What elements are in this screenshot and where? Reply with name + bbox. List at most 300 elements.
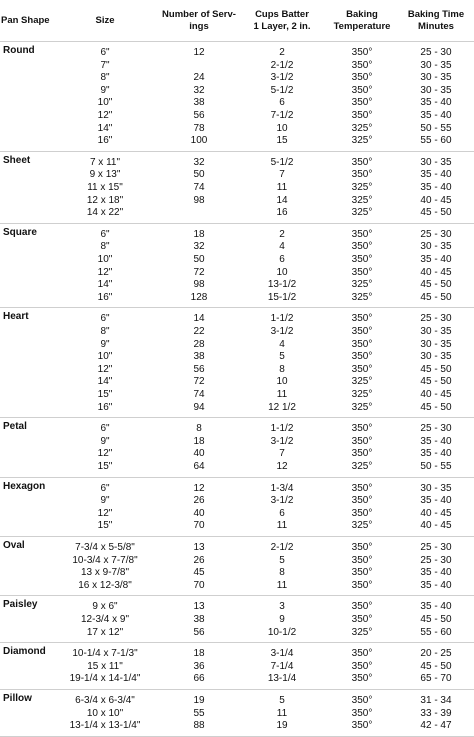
- cell-servings: 26: [193, 554, 205, 566]
- cell-cups-batter: 4: [279, 338, 285, 350]
- cell-servings: 98: [193, 279, 205, 291]
- pan-group-heart: [0, 308, 474, 418]
- cell-time: 25 - 30: [420, 47, 452, 58]
- cell-size: 12": [97, 266, 113, 278]
- cell-time: 31 - 34: [420, 695, 452, 706]
- table-row: [0, 97, 474, 109]
- cell-time: 65 - 70: [420, 673, 452, 685]
- cell-servings: 66: [193, 673, 205, 685]
- table-row: [0, 448, 474, 460]
- cell-time: 50 - 55: [420, 122, 452, 134]
- cell-time: 35 - 40: [420, 169, 452, 181]
- cell-size: 15": [97, 520, 113, 532]
- cell-servings: 28: [193, 338, 205, 350]
- table-row: [0, 495, 474, 507]
- cell-cups-batter: 7-1/4: [270, 660, 294, 672]
- pan-group-paisley: [0, 596, 474, 643]
- cell-servings: 40: [193, 448, 205, 460]
- cell-time: 35 - 40: [420, 579, 452, 591]
- cell-size: 9": [100, 495, 110, 507]
- cell-size: 9 x 6": [92, 601, 118, 613]
- cell-size: 8": [100, 241, 110, 253]
- cell-temperature: 350°: [351, 47, 373, 58]
- cell-time: 25 - 30: [420, 423, 452, 435]
- cell-cups-batter: 1-3/4: [270, 482, 294, 494]
- table-row: [0, 351, 474, 363]
- cell-time: 45 - 50: [420, 376, 452, 388]
- cell-time: 40 - 45: [420, 266, 452, 278]
- cell-time: 30 - 35: [420, 59, 452, 71]
- cell-cups-batter: 7: [279, 169, 285, 181]
- table-row: [0, 110, 474, 122]
- header-cups-batter: Cups Batter 1 Layer, 2 in.: [253, 9, 311, 32]
- table-row: [0, 279, 474, 291]
- cell-servings: 50: [193, 169, 205, 181]
- cell-size: 14": [97, 122, 113, 134]
- cell-time: 45 - 50: [420, 291, 452, 303]
- cell-cups-batter: 11: [276, 388, 288, 400]
- cell-cups-batter: 1-1/2: [270, 423, 294, 435]
- pan-shape-label: Diamond: [3, 646, 46, 658]
- cell-cups-batter: 13-1/4: [267, 673, 297, 685]
- cell-cups-batter: 9: [279, 613, 285, 625]
- cell-size: 6": [100, 47, 110, 58]
- table-row: [0, 508, 474, 520]
- cell-temperature: 350°: [351, 97, 373, 109]
- table-row: [0, 313, 474, 325]
- cell-servings: 70: [193, 579, 205, 591]
- cell-size: 6-3/4 x 6-3/4": [75, 695, 135, 706]
- cell-servings: 18: [193, 228, 205, 240]
- table-row: [0, 72, 474, 84]
- cell-servings: 40: [193, 507, 205, 519]
- cell-servings: 19: [193, 695, 205, 706]
- cell-cups-batter: 12 1/2: [268, 401, 296, 413]
- cell-temperature: 325°: [351, 135, 373, 147]
- cell-cups-batter: 11: [276, 707, 288, 719]
- cell-time: 45 - 50: [420, 613, 452, 625]
- cell-servings: 72: [193, 376, 205, 388]
- cell-servings: 55: [193, 707, 205, 719]
- cell-servings: 88: [193, 720, 205, 732]
- cell-size: 12-3/4 x 9": [80, 613, 130, 625]
- cell-time: 35 - 40: [420, 435, 452, 447]
- cell-time: 50 - 55: [420, 460, 452, 472]
- cell-size: 13-1/4 x 13-1/4": [69, 720, 141, 732]
- cell-time: 20 - 25: [420, 648, 452, 660]
- cell-servings: 50: [193, 253, 205, 265]
- cell-temperature: 350°: [351, 351, 373, 363]
- cell-temperature: 350°: [351, 59, 373, 71]
- table-row: [0, 423, 474, 435]
- cell-time: 45 - 50: [420, 363, 452, 375]
- header-servings: Number of Serv- ings: [162, 9, 236, 32]
- cell-temperature: 350°: [351, 84, 373, 96]
- cell-time: 30 - 35: [420, 84, 452, 96]
- cell-servings: 18: [193, 435, 205, 447]
- cell-size: 12": [97, 507, 113, 519]
- cell-size: 9": [100, 435, 110, 447]
- cell-temperature: 350°: [351, 554, 373, 566]
- cell-cups-batter: 5: [279, 554, 285, 566]
- table-row: [0, 695, 474, 707]
- cell-size: 12": [97, 110, 113, 121]
- table-row: [0, 436, 474, 448]
- cell-time: 40 - 45: [420, 194, 452, 206]
- cell-size: 10-1/4 x 7-1/3": [72, 648, 138, 660]
- table-row: [0, 480, 474, 495]
- cell-cups-batter: 5-1/2: [270, 84, 294, 96]
- cell-temperature: 350°: [351, 495, 373, 507]
- cell-time: 35 - 40: [420, 601, 452, 613]
- cell-temperature: 350°: [351, 613, 373, 625]
- cell-servings: 18: [193, 648, 205, 660]
- cell-cups-batter: 1-1/2: [270, 313, 294, 325]
- table-row: [0, 555, 474, 567]
- header-baking-time: Baking Time Minutes: [407, 9, 465, 32]
- cell-size: 8": [100, 72, 110, 84]
- pan-shape-label: Oval: [3, 540, 25, 551]
- cell-temperature: 325°: [351, 626, 373, 638]
- cell-size: 15": [97, 460, 113, 472]
- cell-temperature: 350°: [351, 579, 373, 591]
- cell-cups-batter: 8: [279, 567, 285, 579]
- cell-temperature: 350°: [351, 363, 373, 375]
- cell-temperature: 350°: [351, 241, 373, 253]
- cell-cups-batter: 4: [279, 241, 285, 253]
- table-row: [0, 169, 474, 181]
- table-row: [0, 241, 474, 253]
- table-row: [0, 376, 474, 388]
- cell-time: 25 - 30: [420, 542, 452, 553]
- cell-size: 15": [97, 388, 113, 400]
- cell-time: 40 - 45: [420, 388, 452, 400]
- cell-size: 10": [97, 351, 113, 363]
- cell-temperature: 350°: [351, 253, 373, 265]
- cell-size: 10": [97, 253, 113, 265]
- pan-group-sheet: [0, 152, 474, 224]
- cell-temperature: 350°: [351, 423, 373, 435]
- cell-time: 35 - 40: [420, 495, 452, 507]
- table-row: [0, 542, 474, 554]
- cell-time: 55 - 60: [420, 626, 452, 638]
- pan-shape-label: Square: [3, 226, 37, 238]
- cell-size: 10": [97, 97, 113, 109]
- pan-group-round: [0, 42, 474, 152]
- cell-size: 15 x 11": [87, 660, 123, 672]
- cell-size: 14": [97, 376, 113, 388]
- cell-time: 25 - 30: [420, 554, 452, 566]
- cell-time: 33 - 39: [420, 707, 452, 719]
- cell-temperature: 350°: [351, 542, 373, 553]
- cell-size: 6": [100, 482, 110, 494]
- table-row: [0, 708, 474, 720]
- cell-time: 30 - 35: [420, 72, 452, 84]
- table-row: [0, 154, 474, 169]
- cell-size: 8": [100, 325, 110, 337]
- cell-size: 19-1/4 x 14-1/4": [69, 673, 141, 685]
- header-size: Size: [95, 15, 115, 26]
- cell-cups-batter: 19: [276, 720, 288, 732]
- cell-cups-batter: 11: [276, 579, 288, 591]
- cell-time: 55 - 60: [420, 135, 452, 147]
- cell-time: 30 - 35: [420, 156, 452, 168]
- cell-size: 13 x 9-7/8": [80, 567, 130, 579]
- cell-temperature: 350°: [351, 313, 373, 325]
- cell-cups-batter: 5-1/2: [270, 156, 294, 168]
- cell-temperature: 350°: [351, 660, 373, 672]
- cell-temperature: 325°: [351, 401, 373, 413]
- cell-servings: 26: [193, 495, 205, 507]
- cell-servings: 22: [193, 325, 205, 337]
- cell-cups-batter: 2-1/2: [270, 542, 294, 553]
- cell-servings: 38: [193, 351, 205, 363]
- cell-cups-batter: 3-1/4: [270, 648, 294, 660]
- cell-servings: 32: [193, 156, 205, 168]
- table-row: [0, 627, 474, 639]
- cell-temperature: 350°: [351, 567, 373, 579]
- cell-temperature: 325°: [351, 388, 373, 400]
- cell-time: 35 - 40: [420, 181, 452, 193]
- table-row: [0, 661, 474, 673]
- table-row: [0, 673, 474, 685]
- table-row: [0, 267, 474, 279]
- table-row: [0, 520, 474, 532]
- table-row: [0, 402, 474, 414]
- cell-temperature: 325°: [351, 122, 373, 134]
- cell-time: 30 - 35: [420, 325, 452, 337]
- cell-size: 12": [97, 363, 113, 375]
- cell-temperature: 325°: [351, 279, 373, 291]
- cell-temperature: 350°: [351, 507, 373, 519]
- cell-time: 35 - 40: [420, 97, 452, 109]
- cell-temperature: 325°: [351, 207, 373, 219]
- cell-servings: 72: [193, 266, 205, 278]
- cell-cups-batter: 6: [279, 253, 285, 265]
- table-row: [0, 182, 474, 194]
- cell-cups-batter: 3-1/2: [270, 495, 294, 507]
- cell-time: 35 - 40: [420, 253, 452, 265]
- pan-group-diamond: [0, 643, 474, 690]
- pan-shape-label: Heart: [3, 311, 29, 323]
- cell-cups-batter: 7: [279, 448, 285, 460]
- cell-temperature: 350°: [351, 228, 373, 240]
- cell-temperature: 350°: [351, 673, 373, 685]
- cell-cups-batter: 14: [276, 194, 288, 206]
- cell-servings: 24: [193, 72, 205, 84]
- cell-servings: 70: [193, 520, 205, 532]
- cell-size: 6": [100, 228, 110, 240]
- cell-cups-batter: 10-1/2: [267, 626, 297, 638]
- cell-servings: 64: [193, 460, 205, 472]
- pan-group-oval: [0, 537, 474, 596]
- table-row: [0, 254, 474, 266]
- pan-shape-label: Pillow: [3, 693, 32, 704]
- table-row: [0, 614, 474, 626]
- table-row: [0, 123, 474, 135]
- cell-size: 16": [97, 135, 113, 147]
- cell-cups-batter: 2: [279, 228, 285, 240]
- cell-temperature: 350°: [351, 156, 373, 168]
- cell-size: 7 x 11": [89, 156, 121, 168]
- cell-servings: 56: [193, 110, 205, 121]
- cell-size: 9 x 13": [89, 169, 121, 181]
- cell-temperature: 350°: [351, 448, 373, 460]
- cell-temperature: 350°: [351, 648, 373, 660]
- cell-time: 30 - 35: [420, 482, 452, 494]
- table-row: [0, 648, 474, 660]
- cell-temperature: 350°: [351, 110, 373, 121]
- cell-size: 7-3/4 x 5-5/8": [75, 542, 135, 553]
- table-row: [0, 389, 474, 401]
- cell-cups-batter: 8: [279, 363, 285, 375]
- cell-time: 25 - 30: [420, 228, 452, 240]
- pan-shape-label: Hexagon: [3, 480, 46, 492]
- pan-shape-label: Sheet: [3, 154, 31, 166]
- pan-shape-label: Petal: [3, 421, 27, 433]
- cell-servings: 32: [193, 241, 205, 253]
- cell-cups-batter: 6: [279, 507, 285, 519]
- cell-cups-batter: 2: [279, 47, 285, 58]
- cell-time: 35 - 40: [420, 110, 452, 121]
- pan-group-petal: [0, 418, 474, 477]
- cell-size: 6": [100, 313, 110, 325]
- cell-servings: 128: [190, 291, 208, 303]
- cell-size: 9": [100, 338, 110, 350]
- cell-servings: 94: [193, 401, 205, 413]
- cell-size: 10 x 10": [86, 707, 124, 719]
- cell-size: 10-3/4 x 7-7/8": [72, 554, 138, 566]
- cell-temperature: 350°: [351, 169, 373, 181]
- cell-servings: 13: [193, 601, 205, 613]
- table-row: [0, 85, 474, 97]
- table-row: [0, 60, 474, 72]
- cell-temperature: 325°: [351, 291, 373, 303]
- cell-cups-batter: 13-1/2: [267, 279, 297, 291]
- cell-temperature: 325°: [351, 194, 373, 206]
- cell-size: 14 x 22": [86, 207, 124, 219]
- cell-size: 12 x 18": [86, 194, 124, 206]
- cell-size: 16": [97, 401, 113, 413]
- cell-size: 14": [97, 279, 113, 291]
- cell-servings: 13: [193, 542, 205, 553]
- table-row: [0, 580, 474, 592]
- cell-temperature: 350°: [351, 266, 373, 278]
- cell-size: 16 x 12-3/8": [78, 579, 132, 591]
- cell-servings: 78: [193, 122, 205, 134]
- cell-cups-batter: 7-1/2: [270, 110, 294, 121]
- table-row: [0, 720, 474, 732]
- cell-size: 11 x 15": [87, 181, 123, 193]
- cell-time: 45 - 50: [420, 401, 452, 413]
- cell-temperature: 350°: [351, 482, 373, 494]
- cell-time: 30 - 35: [420, 338, 452, 350]
- table-row: [0, 207, 474, 219]
- pan-group-pillow: [0, 690, 474, 737]
- cell-servings: 100: [190, 135, 208, 147]
- cell-cups-batter: 5: [279, 351, 285, 363]
- cell-servings: [160, 207, 238, 219]
- cell-size: 6": [100, 423, 110, 435]
- cell-servings: 36: [193, 660, 205, 672]
- cell-servings: 12: [193, 482, 205, 494]
- cell-servings: 32: [193, 84, 205, 96]
- pan-shape-label: Round: [3, 45, 35, 56]
- pan-shape-label: Paisley: [3, 599, 38, 611]
- cell-time: 40 - 45: [420, 507, 452, 519]
- cell-servings: 8: [196, 423, 202, 435]
- cell-temperature: 350°: [351, 435, 373, 447]
- table-row: [0, 226, 474, 241]
- cell-cups-batter: 6: [279, 97, 285, 109]
- cell-servings: 38: [193, 97, 205, 109]
- cell-cups-batter: 16: [276, 207, 288, 219]
- cell-cups-batter: 10: [276, 122, 288, 134]
- pan-group-hexagon: [0, 478, 474, 537]
- cell-cups-batter: 10: [276, 266, 288, 278]
- table-row: [0, 292, 474, 304]
- cell-size: 17 x 12": [86, 626, 124, 638]
- cell-time: 30 - 35: [420, 351, 452, 363]
- cell-temperature: 350°: [351, 601, 373, 613]
- cell-temperature: 350°: [351, 695, 373, 706]
- table-row: [0, 195, 474, 207]
- cell-temperature: 325°: [351, 520, 373, 532]
- cell-cups-batter: 10: [276, 376, 288, 388]
- cell-temperature: 325°: [351, 376, 373, 388]
- cell-cups-batter: 15: [276, 135, 288, 147]
- cell-servings: 45: [193, 567, 205, 579]
- cell-cups-batter: 3-1/2: [270, 435, 294, 447]
- cell-size: 9": [100, 84, 110, 96]
- cell-temperature: 350°: [351, 72, 373, 84]
- cell-time: 45 - 50: [420, 660, 452, 672]
- cell-cups-batter: 12: [276, 460, 288, 472]
- table-row: [0, 339, 474, 351]
- cell-time: 35 - 40: [420, 567, 452, 579]
- cell-cups-batter: 11: [276, 520, 288, 532]
- table-row: [0, 135, 474, 147]
- cell-servings: 56: [193, 626, 205, 638]
- table-row: [0, 326, 474, 338]
- cell-cups-batter: 5: [279, 695, 285, 706]
- cell-temperature: 350°: [351, 720, 373, 732]
- cell-size: 7": [100, 59, 110, 71]
- cell-servings: 74: [193, 181, 205, 193]
- cell-servings: 98: [193, 194, 205, 206]
- cell-size: 16": [97, 291, 113, 303]
- cell-cups-batter: 3: [279, 601, 285, 613]
- cell-cups-batter: 15-1/2: [267, 291, 297, 303]
- cell-time: 45 - 50: [420, 279, 452, 291]
- table-row: [0, 364, 474, 376]
- cell-temperature: 350°: [351, 707, 373, 719]
- table-row: [0, 461, 474, 473]
- cell-time: 25 - 30: [420, 313, 452, 325]
- cell-cups-batter: 3-1/2: [270, 72, 294, 84]
- cell-time: 40 - 45: [420, 520, 452, 532]
- cell-servings: 38: [193, 613, 205, 625]
- cell-cups-batter: 11: [276, 181, 288, 193]
- table-row: [0, 601, 474, 613]
- cell-temperature: 325°: [351, 181, 373, 193]
- cell-cups-batter: 3-1/2: [270, 325, 294, 337]
- cell-servings: [160, 60, 238, 72]
- cell-cups-batter: 2-1/2: [270, 59, 294, 71]
- cell-time: 42 - 47: [420, 720, 452, 732]
- table-header: [0, 0, 474, 42]
- table-row: [0, 47, 474, 59]
